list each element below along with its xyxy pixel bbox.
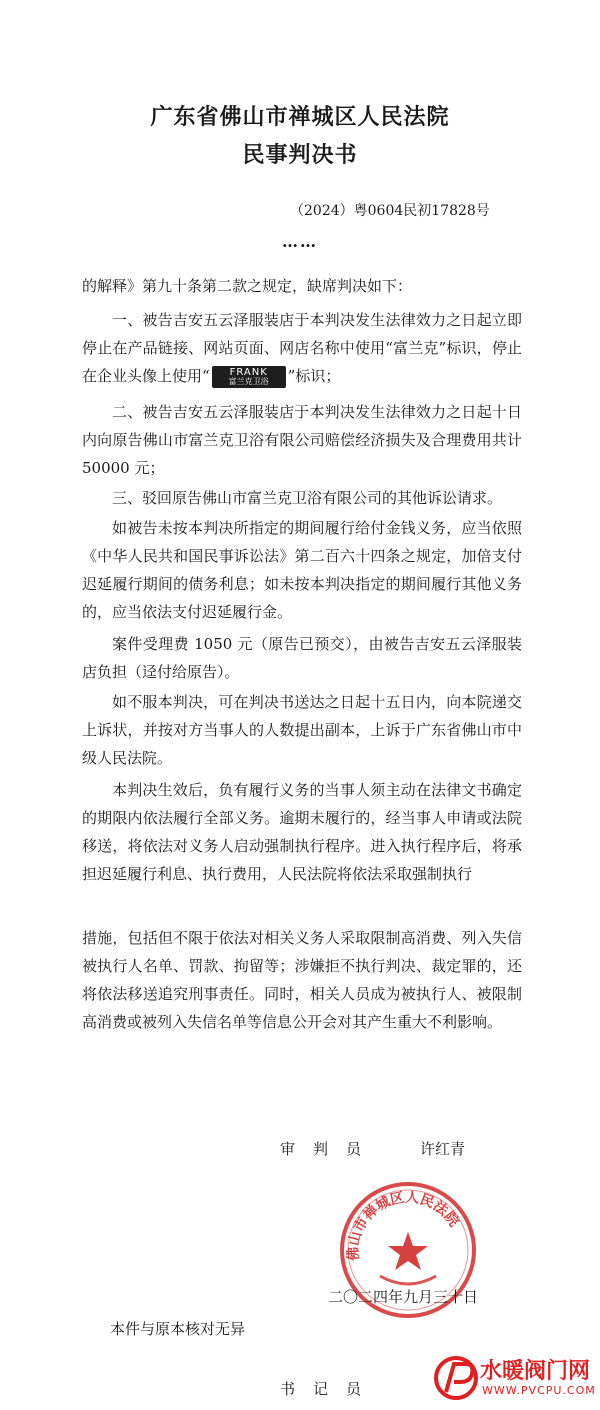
verification-note: 本件与原本核对无异 bbox=[110, 1320, 246, 1338]
site-watermark bbox=[432, 1350, 600, 1410]
paragraph-case-fee: 案件受理费 1050 元（原告已预交），由被告吉安五云泽服装店负担（迳付给原告）。 bbox=[82, 635, 522, 681]
judge-signature bbox=[280, 1138, 466, 1159]
ruling-1-text: 一、被告吉安五云泽服装店于本判决发生法律效力之日起立即停止在产品链接、网站页面、网店名称中使用“富兰克”标识，停止在企业头像上使用“ bbox=[82, 311, 522, 385]
omission-mark: …… bbox=[282, 232, 318, 251]
case-number: （2024）粤0604民初17828号 bbox=[290, 203, 490, 219]
court-name: 广东省佛山市禅城区人民法院 bbox=[150, 104, 450, 130]
paragraph-ruling-1 bbox=[82, 306, 522, 390]
watermark-logo-icon bbox=[432, 1352, 480, 1402]
document-type: 民事判决书 bbox=[242, 142, 358, 168]
paragraph-ruling-2: 二、被告吉安五云泽服装店于本判决发生法律效力之日起十日内向原告佛山市富兰克卫浴有限公司赔偿经济损失及合理费用共计 50000 元； bbox=[82, 403, 522, 477]
paragraph-payment-obligation: 如被告未按本判决所指定的期间履行给付金钱义务，应当依照《中华人民共和国民事诉讼法》第二百六十四条之规定，加倍支付迟延履行期间的债务利息；如未按本判决指定的期间履行其他义务的，应当依法支付迟延履行金。 bbox=[82, 519, 522, 621]
judgment-date: 二〇二四年九月三十日 bbox=[328, 1288, 479, 1306]
logo-chinese-text: 富兰克卫浴 bbox=[228, 377, 269, 386]
logo-brand-text: FRANK bbox=[229, 367, 268, 378]
frank-logo-image bbox=[212, 366, 286, 388]
svg-text:佛山市禅城区人民法院: 佛山市禅城区人民法院 bbox=[345, 1189, 462, 1262]
clerk-role: 书记员 bbox=[280, 1380, 380, 1398]
watermark-url: WWW.PVCPU.COM bbox=[482, 1384, 596, 1397]
judge-name: 许红青 bbox=[420, 1140, 466, 1158]
judge-role: 审判员 bbox=[280, 1140, 380, 1158]
paragraph-appeal: 如不服本判决，可在判决书送达之日起十五日内，向本院递交上诉状，并按对方当事人的人数提出副本，上诉于广东省佛山市中级人民法院。 bbox=[82, 693, 522, 767]
ruling-1-text-end: ”标识； bbox=[287, 367, 341, 385]
paragraph-enforcement: 本判决生效后，负有履行义务的当事人须主动在法律文书确定的期限内依法履行全部义务。逾期未履行的，经当事人申请或法院移送，将依法对义务人启动强制执行程序。进入执行程序后，将承担迟延履行利息、执行费用，人民法院将依法采取强制执行 bbox=[82, 781, 522, 883]
watermark-title: 水暖阀门网 bbox=[480, 1359, 591, 1384]
paragraph-enforcement-continued: 措施，包括但不限于依法对相关义务人采取限制高消费、列入失信被执行人名单、罚款、拘留等；涉嫌拒不执行判决、裁定罪的，还将依法移送追究刑事责任。同时，相关人员成为被执行人、被限制高消费或被列入失信名单等信息公开会对其产生重大不利影响。 bbox=[82, 929, 522, 1031]
paragraph-ruling-basis: 的解释》第九十条第二款之规定，缺席判决如下： bbox=[82, 277, 413, 295]
paragraph-ruling-3: 三、驳回原告佛山市富兰克卫浴有限公司的其他诉讼请求。 bbox=[112, 489, 503, 507]
